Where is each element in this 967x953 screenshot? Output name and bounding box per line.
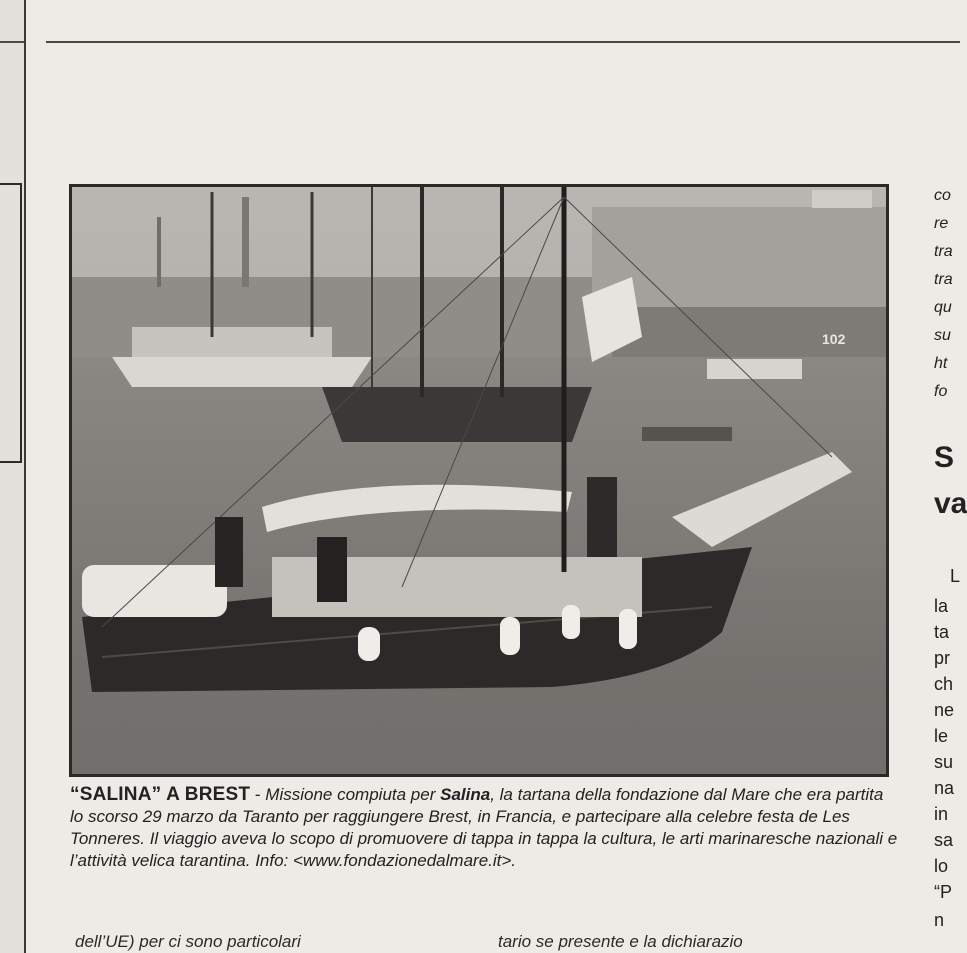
- right-col-body-line: su: [934, 752, 954, 772]
- right-col-italic-line: co: [934, 187, 951, 204]
- right-col-body-line: L: [950, 566, 961, 586]
- right-col-body-line: “P: [934, 882, 952, 902]
- right-col-italic-line: tra: [934, 271, 953, 288]
- right-col-body-line: pr: [934, 648, 951, 668]
- photo-caption: [70, 784, 900, 872]
- caption-title: “SALINA” A BREST: [70, 784, 251, 805]
- right-col-heading-line: S: [934, 441, 955, 474]
- bottom-text-left-fragment: dell’UE) per ci sono particolari: [75, 932, 301, 951]
- hull-number: 102: [822, 331, 846, 347]
- right-col-heading-line: va: [934, 487, 967, 520]
- caption-body-start: Missione compiuta per: [265, 785, 441, 804]
- right-col-italic-line: su: [934, 327, 951, 344]
- right-col-body-line: in: [934, 804, 949, 824]
- right-col-body-line: ne: [934, 700, 955, 720]
- adjacent-page-edge: [0, 0, 26, 953]
- right-col-body-line: na: [934, 778, 955, 798]
- bottom-text-right-fragment: tario se presente e la dichiarazio: [498, 932, 743, 951]
- caption-boat-name: Salina: [440, 785, 491, 804]
- right-col-italic-line: tra: [934, 243, 953, 260]
- adjacent-page-box: [0, 183, 22, 463]
- right-col-italic-line: re: [934, 215, 949, 232]
- caption-body-rest: , la tartana della fondazione dal Mare che era partita lo scorso 29 marzo da Taranto per raggiungere Brest, in Francia, e partecipare alla celebre festa de Les Tonneres. Il viaggio aveva lo scopo di promuovere di tappa in tappa la cultura, le arti marinaresche nazionali e l’attività velica tarantina. Info: <www.fondazionedalmare.it>.: [70, 785, 898, 870]
- right-col-italic-line: ht: [934, 355, 948, 372]
- right-col-italic-line: qu: [934, 299, 952, 316]
- right-col-body-line: ch: [934, 674, 954, 694]
- boat-photo: [69, 184, 889, 777]
- right-col-body-line: n: [934, 910, 945, 930]
- caption-separator: -: [250, 785, 266, 804]
- right-col-body-line: sa: [934, 830, 954, 850]
- right-col-italic-line: fo: [934, 383, 948, 400]
- adjacent-column: [934, 0, 967, 953]
- boat-photo-illustration: [72, 187, 886, 774]
- right-col-body-line: ta: [934, 622, 950, 642]
- right-col-body-line: lo: [934, 856, 949, 876]
- top-rule-left: [0, 41, 24, 43]
- top-rule: [46, 41, 960, 43]
- right-col-body-line: la: [934, 596, 949, 616]
- right-col-body-line: le: [934, 726, 949, 746]
